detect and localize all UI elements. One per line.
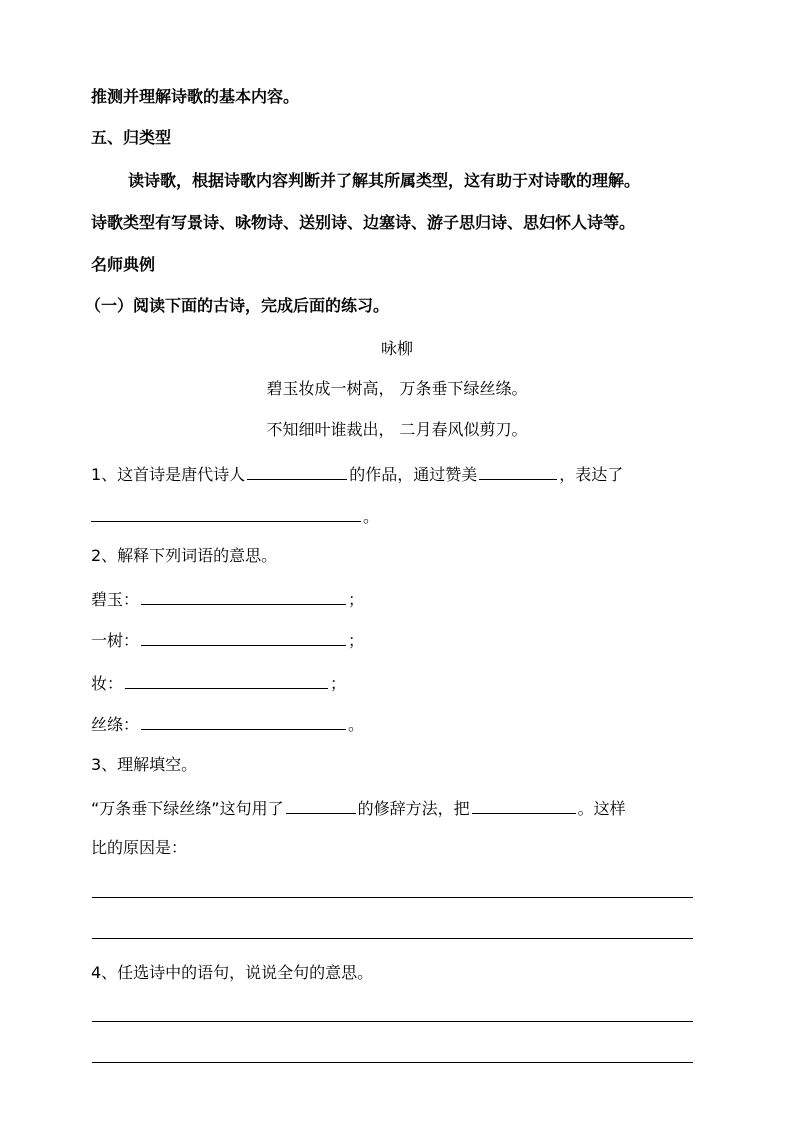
q1-feeling-blank[interactable] [91, 505, 361, 522]
q2-item-biyu [91, 588, 364, 610]
q2-term: 妆： [91, 674, 124, 693]
q3-comparison-blank[interactable] [472, 797, 576, 814]
question-4-prompt: 4、任选诗中的语句，说说全句的意思。 [91, 963, 374, 982]
section5-paragraph-1: 读诗歌，根据诗歌内容判断并了解其所属类型，这有助于对诗歌的理解。 [128, 171, 641, 190]
q3-answer-line-1[interactable] [92, 897, 693, 898]
q4-answer-line-2[interactable] [92, 1062, 693, 1063]
example-heading: 名师典例 [91, 255, 156, 274]
q1-subject-blank[interactable] [479, 463, 557, 480]
q2-answer-blank[interactable] [141, 629, 346, 646]
q1-poet-blank[interactable] [247, 463, 347, 480]
question-1-continued [91, 505, 379, 527]
intro-tail-text: 推测并理解诗歌的基本内容。 [91, 87, 300, 106]
q3-text-1: “万条垂下绿丝绦”这句用了 [91, 799, 284, 818]
q2-item-sitao [91, 713, 364, 735]
question-1 [91, 463, 623, 485]
section5-heading: 五、归类型 [91, 128, 172, 147]
q1-text-1: 1、这首诗是唐代诗人 [91, 465, 246, 484]
q2-term-end: ； [348, 590, 365, 609]
section5-paragraph-2: 诗歌类型有写景诗、咏物诗、送别诗、边塞诗、游子思归诗、思妇怀人诗等。 [91, 213, 636, 232]
question-3-continued: 比的原因是： [91, 838, 188, 857]
q3-text-2: 的修辞方法，把 [357, 799, 470, 818]
q2-answer-blank[interactable] [125, 672, 328, 689]
q2-term: 一树： [91, 631, 140, 650]
q2-term-end: ； [348, 631, 365, 650]
exercise-heading: （一）阅读下面的古诗，完成后面的练习。 [85, 296, 390, 315]
question-3 [91, 797, 626, 819]
q3-answer-line-2[interactable] [92, 938, 693, 939]
poem-line-1: 碧玉妆成一树高， 万条垂下绿丝绦。 [266, 379, 528, 398]
q1-text-2: 的作品，通过赞美 [349, 465, 478, 484]
q2-term-end: 。 [348, 715, 365, 734]
q2-term-end: ； [330, 674, 347, 693]
q1-end: 。 [363, 507, 380, 526]
q4-answer-line-1[interactable] [92, 1021, 693, 1022]
q2-term: 丝绦： [91, 715, 140, 734]
q2-term: 碧玉： [91, 590, 140, 609]
question-3-prompt: 3、理解填空。 [91, 755, 198, 774]
q2-answer-blank[interactable] [141, 713, 346, 730]
q2-answer-blank[interactable] [141, 588, 346, 605]
q3-rhetoric-blank[interactable] [286, 797, 356, 814]
q1-text-3: ，表达了 [559, 465, 624, 484]
q2-item-yishu [91, 629, 364, 651]
q2-item-zhuang [91, 672, 346, 694]
poem-title: 咏柳 [380, 339, 413, 358]
poem-line-2: 不知细叶谁裁出， 二月春风似剪刀。 [266, 420, 528, 439]
q3-text-3: 。这样 [577, 799, 626, 818]
question-2-prompt: 2、解释下列词语的意思。 [91, 546, 278, 565]
